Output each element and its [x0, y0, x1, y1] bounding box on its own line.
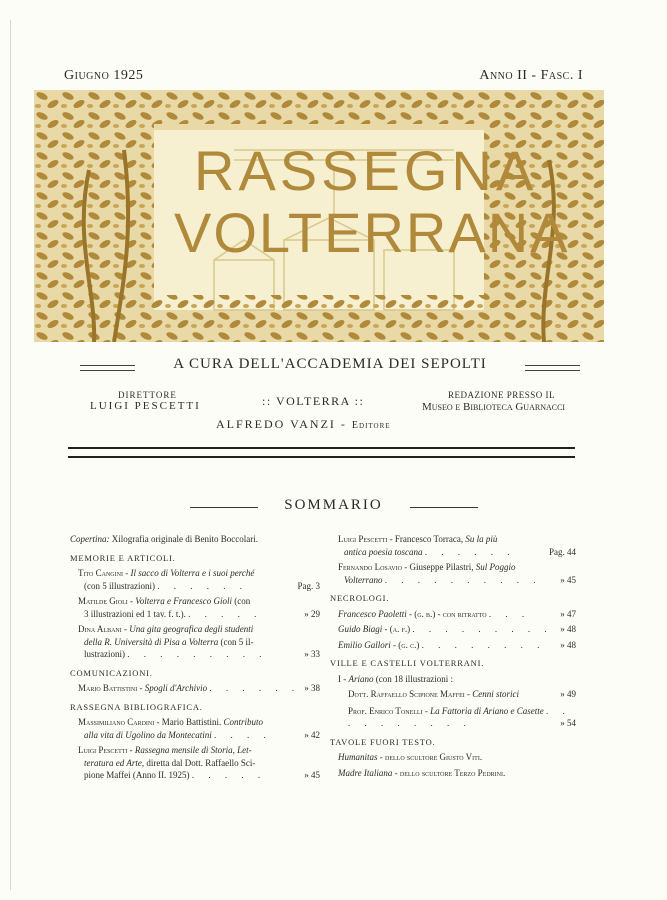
list-item: Guido Biagi - (a. f.) . . . . . . . . . » 48: [338, 624, 576, 634]
banner-monogram: LM: [572, 326, 585, 336]
issue-number: Anno II - Fasc. I: [479, 68, 583, 83]
accademia-text: A CURA DELL'ACCADEMIA DEI SEPOLTI: [173, 356, 487, 372]
redazione-place: Museo e Biblioteca Guarnacci: [422, 401, 566, 413]
section-comunicazioni: COMUNICAZIONI.: [70, 667, 153, 678]
banner-title-line1: RASSEGNA: [194, 139, 538, 202]
title-banner: [34, 90, 604, 342]
editor-name: ALFREDO VANZI -: [216, 417, 347, 431]
masthead-divider: [68, 447, 575, 458]
list-item: Massimiliano Cardini - Mario Battistini. Contributo alla vita di Ugolino da Montecatini . . . . » 42: [78, 717, 320, 740]
list-item: Mario Battistini - Spogli d'Archivio . . . . . . » 38: [78, 683, 320, 693]
list-item: Fernando Losavio - Giuseppe Pilastri, Sul Poggio Volterrano . . . . . . . . . . » 45: [338, 562, 576, 585]
rule-left: [80, 365, 135, 371]
editor-line: [216, 417, 391, 432]
director-name: LUIGI PESCETTI: [90, 400, 201, 412]
list-item: Matilde Gioli - Volterra e Francesco Gioli (con 3 illustrazioni ed 1 tav. f. t.). . . . . . » 29: [78, 596, 320, 619]
page-edge: [10, 20, 11, 890]
ville-heading: I - Ariano (con 18 illustrazioni :: [338, 673, 453, 684]
list-item: Prof. Enrico Tonelli - La Fattoria di Ariano e Casette . . . . . . . . . . » 54: [348, 705, 576, 728]
director-role: DIRETTORE: [118, 390, 177, 400]
sommario-rule-right: [410, 507, 478, 508]
list-item: Emilio Gallori - (g. c.) . . . . . . . . » 48: [338, 639, 576, 650]
list-item: Dott. Raffaello Scipione Maffei - Cenni storici » 49: [348, 689, 576, 699]
copertina-entry: Copertina: Xilografia originale di Benito Boccolari.: [70, 534, 258, 544]
issue-date: Giugno 1925: [64, 68, 144, 83]
banner-illustration: [34, 90, 604, 342]
section-tavole: TAVOLE FUORI TESTO.: [330, 736, 436, 747]
list-item: Dina Albani - Una gita geografica degli studenti della R. Università di Pisa a Volterra (con 5 il- lustrazioni) . . . . . . . . . » 33: [78, 624, 320, 659]
city-label: :: VOLTERRA ::: [262, 394, 365, 408]
rule-right: [525, 365, 580, 371]
list-item: Luigi Pescetti - Rassegna mensile di Storia, Let- teratura ed Arte, diretta dal Dott. Raffaello Sci- pione Maffei (Anno II. 1925) . . . . . » 45: [78, 745, 320, 780]
redazione-label: REDAZIONE PRESSO IL: [448, 390, 556, 400]
list-item: Luigi Pescetti - Francesco Torraca, Su la più antica poesia toscana . . . . . . Pag. 44: [338, 534, 576, 557]
list-item: Francesco Paoletti - (g. b.) - con ritratto . . . » 47: [338, 608, 576, 619]
list-item: Humanitas - dello scultore Giusto Viti.: [338, 752, 483, 762]
editor-role: Editore: [351, 420, 391, 431]
section-memorie: MEMORIE E ARTICOLI.: [70, 552, 176, 563]
section-ville: VILLE E CASTELLI VOLTERRANI.: [330, 658, 485, 668]
list-item: Tito Cangini - Il sacco di Volterra e i suoi perché (con 5 illustrazioni) . . . . . . Pag. 3: [78, 568, 320, 591]
contents-right-column: [330, 533, 576, 782]
banner-title-line2: VOLTERRANA: [174, 201, 570, 264]
contents-left-column: [70, 533, 320, 785]
section-necrologi: NECROLOGI.: [330, 593, 390, 603]
section-rassegna: RASSEGNA BIBLIOGRAFICA.: [70, 701, 203, 712]
accademia-line: [80, 356, 580, 378]
sommario-title: SOMMARIO: [284, 497, 383, 513]
list-item: Madre Italiana - dello scultore Terzo Pedrini.: [338, 767, 506, 778]
